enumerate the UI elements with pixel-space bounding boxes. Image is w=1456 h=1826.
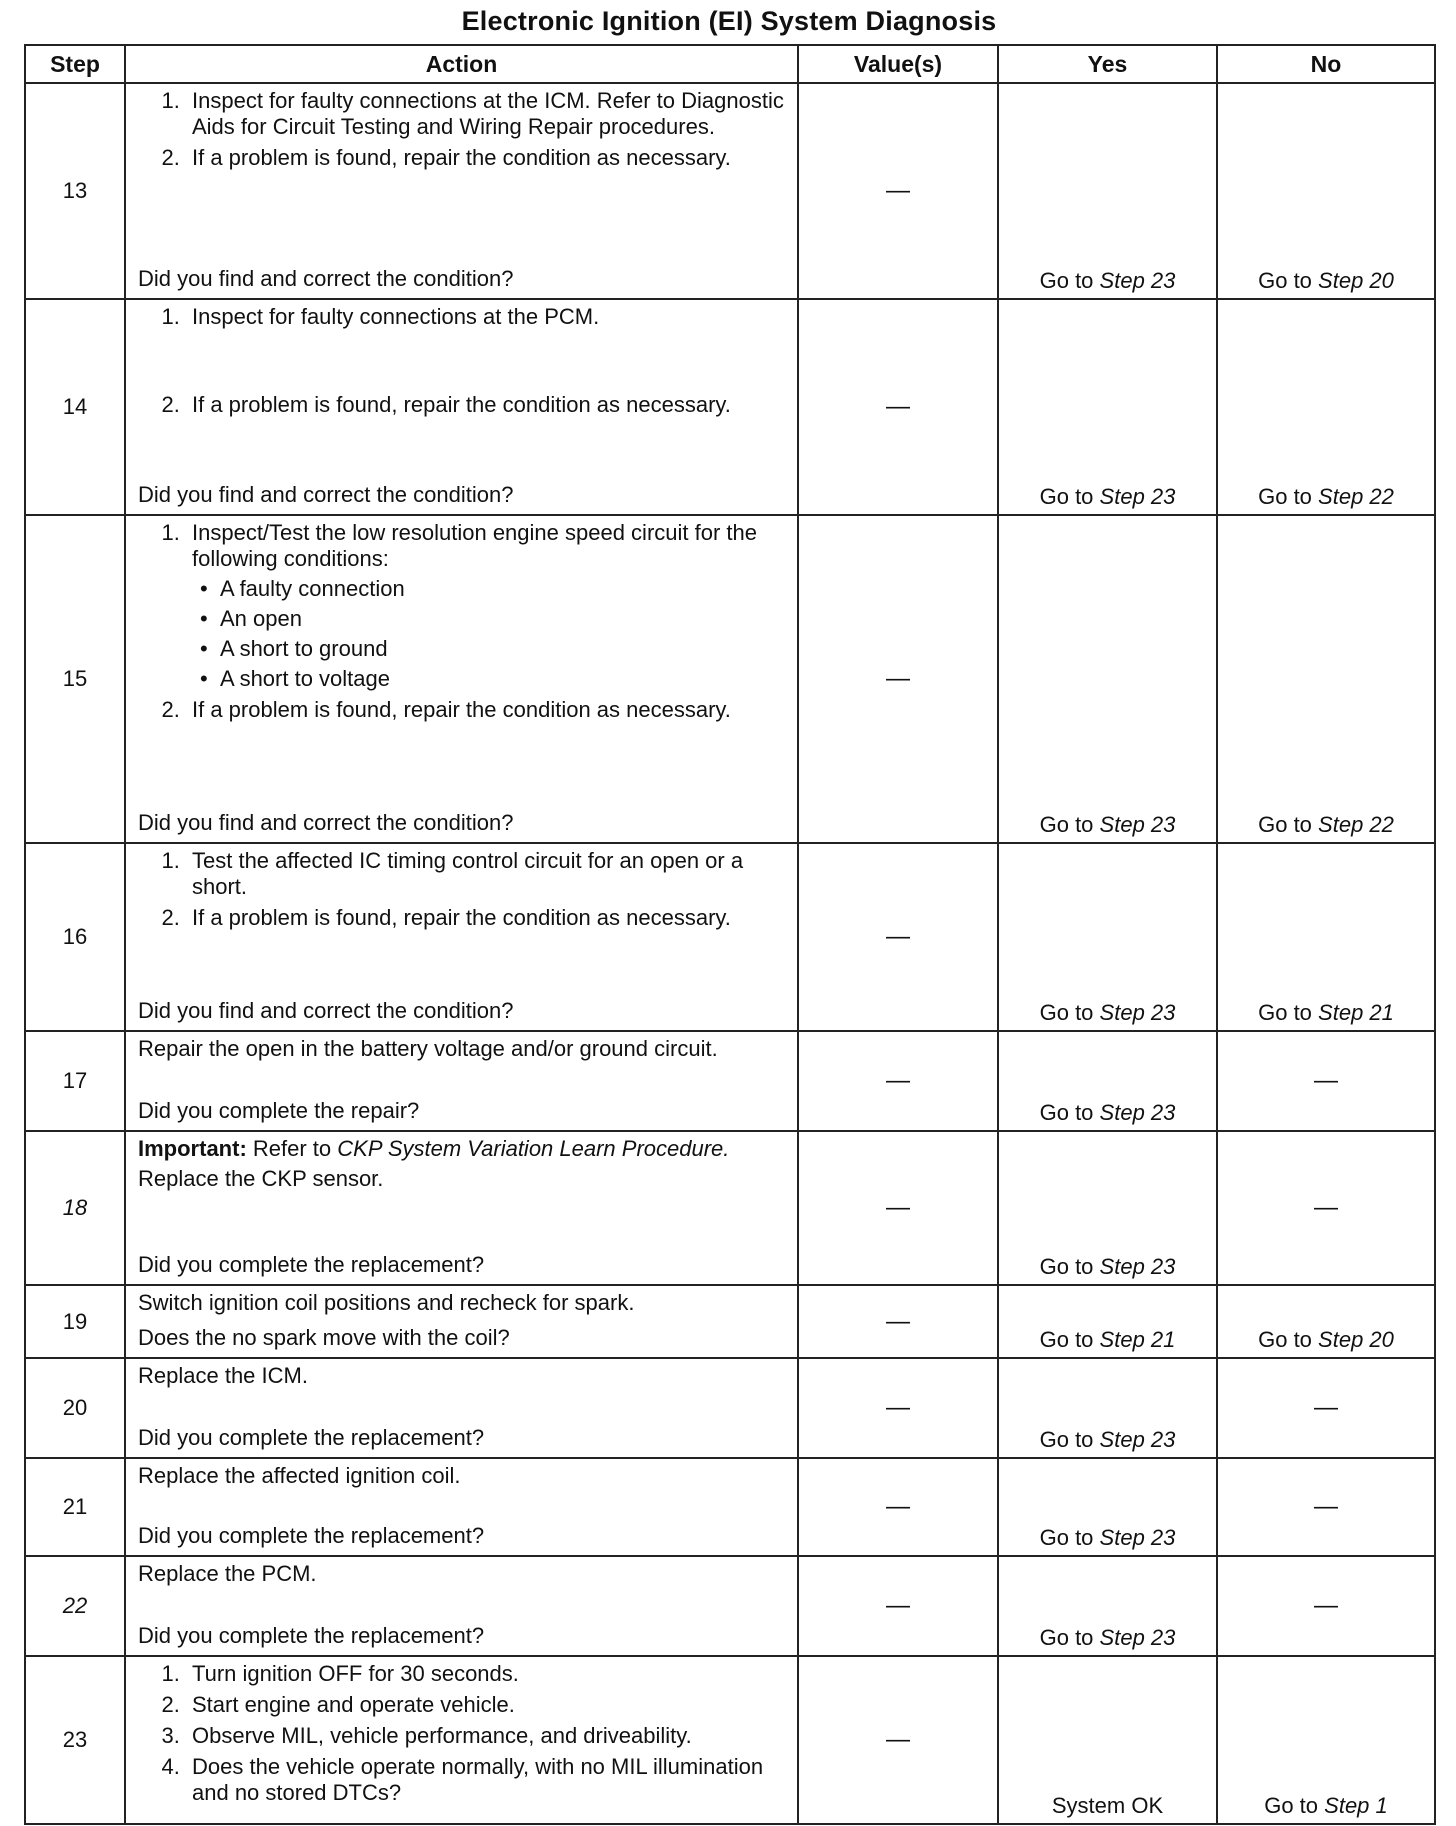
goto-prefix: Go to: [1039, 1427, 1094, 1452]
no-cell: [1217, 515, 1435, 843]
list-item: 2. If a problem is found, repair the condition as necessary.: [186, 145, 787, 171]
action-text: Replace the affected ignition coil.: [138, 1463, 461, 1488]
yes-cell: [998, 1458, 1217, 1556]
bullet-item: • A short to voltage: [220, 666, 787, 692]
header-step: Step: [25, 45, 125, 83]
no-cell: —: [1217, 1458, 1435, 1556]
step-number: 15: [25, 515, 125, 843]
action-cell: [125, 1458, 798, 1556]
action-text: Replace the ICM.: [138, 1363, 308, 1388]
action-question: Did you complete the replacement?: [138, 1523, 485, 1548]
action-question: Does the no spark move with the coil?: [138, 1325, 510, 1350]
important-note: [138, 1136, 787, 1162]
no-cell: [1217, 1285, 1435, 1358]
no-cell: —: [1217, 1358, 1435, 1458]
action-question: Did you complete the repair?: [138, 1098, 420, 1123]
value-cell: —: [798, 1458, 998, 1556]
action-cell: [125, 1031, 798, 1131]
goto-prefix: Go to: [1039, 812, 1094, 837]
action-text: Replace the CKP sensor.: [138, 1166, 384, 1191]
yes-cell: [998, 1031, 1217, 1131]
procedure-reference[interactable]: CKP System Variation Learn Procedure.: [337, 1136, 730, 1161]
goto-prefix: Go to: [1039, 268, 1094, 293]
step-number: 14: [25, 299, 125, 515]
table-row: [25, 1656, 1435, 1824]
list-item: 2. If a problem is found, repair the condition as necessary.: [186, 392, 787, 418]
list-item: 1. Inspect for faulty connections at the ICM. Refer to Diagnostic Aids for Circuit Testing and Wiring Repair procedures.: [186, 88, 787, 140]
value-cell: —: [798, 843, 998, 1031]
table-row: [25, 1358, 1435, 1458]
list-item: 2. If a problem is found, repair the condition as necessary.: [186, 905, 787, 931]
goto-prefix: Go to: [1039, 484, 1094, 509]
action-list: [138, 88, 787, 176]
table-row: [25, 515, 1435, 843]
list-item: 2. Start engine and operate vehicle.: [186, 1692, 787, 1718]
list-item: 1. Turn ignition OFF for 30 seconds.: [186, 1661, 787, 1687]
action-list: [138, 304, 787, 423]
yes-cell: [998, 515, 1217, 843]
page-title: Electronic Ignition (EI) System Diagnosis: [461, 6, 997, 36]
yes-cell: [998, 1358, 1217, 1458]
action-list: [138, 848, 787, 936]
no-cell: [1217, 299, 1435, 515]
bullet-item: • A faulty connection: [220, 576, 787, 602]
action-text: Repair the open in the battery voltage and/or ground circuit.: [138, 1036, 718, 1061]
yes-cell: [998, 83, 1217, 299]
goto-step-link[interactable]: Step 1: [1324, 1793, 1388, 1818]
goto-step-link[interactable]: Step 22: [1318, 812, 1394, 837]
table-row: [25, 1031, 1435, 1131]
value-cell: —: [798, 1556, 998, 1656]
goto-step-link[interactable]: Step 20: [1318, 268, 1394, 293]
goto-prefix: Go to: [1039, 1625, 1094, 1650]
action-cell: [125, 83, 798, 299]
goto-step-link[interactable]: Step 22: [1318, 484, 1394, 509]
goto-step-link[interactable]: Step 23: [1099, 812, 1176, 837]
step-number: 17: [25, 1031, 125, 1131]
header-values: Value(s): [798, 45, 998, 83]
goto-step-link[interactable]: Step 20: [1318, 1327, 1394, 1352]
list-item: 4. Does the vehicle operate normally, with no MIL illumination and no stored DTCs?: [186, 1754, 787, 1806]
goto-step-link[interactable]: Step 23: [1099, 1525, 1176, 1550]
goto-step-link[interactable]: Step 23: [1099, 1625, 1176, 1650]
goto-step-link[interactable]: Step 21: [1318, 1000, 1394, 1025]
goto-prefix: Go to: [1258, 1000, 1312, 1025]
condition-list: [192, 576, 787, 692]
list-item-text: Inspect/Test the low resolution engine speed circuit for the following conditions:: [192, 520, 757, 571]
action-question: Did you find and correct the condition?: [138, 998, 514, 1023]
value-cell: —: [798, 1031, 998, 1131]
yes-cell: [998, 1131, 1217, 1285]
action-question: Did you complete the replacement?: [138, 1623, 485, 1648]
no-cell: [1217, 83, 1435, 299]
step-number: 18: [25, 1131, 125, 1285]
goto-step-link[interactable]: Step 23: [1099, 1000, 1176, 1025]
step-number: 19: [25, 1285, 125, 1358]
goto-step-link[interactable]: Step 23: [1099, 268, 1176, 293]
bullet-item: • A short to ground: [220, 636, 787, 662]
value-cell: —: [798, 515, 998, 843]
value-cell: —: [798, 299, 998, 515]
header-yes: Yes: [998, 45, 1217, 83]
action-text: Replace the PCM.: [138, 1561, 317, 1586]
goto-prefix: Go to: [1258, 484, 1312, 509]
action-cell: [125, 1656, 798, 1824]
yes-cell: [998, 1556, 1217, 1656]
action-question: Did you find and correct the condition?: [138, 266, 514, 291]
action-cell: [125, 515, 798, 843]
goto-prefix: Go to: [1039, 1327, 1094, 1352]
goto-prefix: Go to: [1039, 1100, 1094, 1125]
step-number: 13: [25, 83, 125, 299]
value-cell: —: [798, 1656, 998, 1824]
goto-step-link[interactable]: Step 23: [1099, 484, 1176, 509]
step-number: 21: [25, 1458, 125, 1556]
value-cell: —: [798, 1131, 998, 1285]
no-cell: —: [1217, 1031, 1435, 1131]
no-cell: —: [1217, 1131, 1435, 1285]
no-cell: —: [1217, 1556, 1435, 1656]
table-row: [25, 1556, 1435, 1656]
important-prefix: Refer to: [252, 1136, 332, 1161]
yes-cell: [998, 299, 1217, 515]
action-cell: [125, 1285, 798, 1358]
list-item: 1. Inspect for faulty connections at the PCM.: [186, 304, 787, 330]
goto-step-link[interactable]: Step 23: [1099, 1427, 1176, 1452]
header-action: Action: [125, 45, 798, 83]
goto-prefix: Go to: [1039, 1254, 1094, 1279]
action-list: [138, 1661, 787, 1806]
goto-step-link[interactable]: Step 23: [1099, 1254, 1176, 1279]
yes-cell: [998, 843, 1217, 1031]
table-row: [25, 83, 1435, 299]
list-item: 1. Test the affected IC timing control circuit for an open or a short.: [186, 848, 787, 900]
goto-prefix: Go to: [1258, 268, 1312, 293]
action-question: Did you find and correct the condition?: [138, 482, 514, 507]
goto-prefix: Go to: [1039, 1525, 1094, 1550]
diagnosis-table: [24, 44, 1436, 1825]
value-cell: —: [798, 83, 998, 299]
value-cell: —: [798, 1358, 998, 1458]
table-row: [25, 299, 1435, 515]
action-question: Did you complete the replacement?: [138, 1252, 485, 1277]
action-cell: [125, 1358, 798, 1458]
action-list: [138, 520, 787, 728]
step-number: 20: [25, 1358, 125, 1458]
important-label: Important:: [138, 1136, 247, 1161]
goto-prefix: Go to: [1258, 1327, 1312, 1352]
bullet-item: • An open: [220, 606, 787, 632]
action-cell: [125, 843, 798, 1031]
no-cell: [1217, 843, 1435, 1031]
value-cell: —: [798, 1285, 998, 1358]
goto-prefix: Go to: [1264, 1793, 1319, 1818]
table-row: [25, 1131, 1435, 1285]
table-row: [25, 1285, 1435, 1358]
action-question: Did you find and correct the condition?: [138, 810, 514, 835]
list-item: 2. If a problem is found, repair the condition as necessary.: [186, 697, 787, 723]
goto-prefix: Go to: [1039, 1000, 1094, 1025]
yes-cell: [998, 1285, 1217, 1358]
header-row: [25, 45, 1435, 83]
action-question: Did you complete the replacement?: [138, 1425, 485, 1450]
no-cell: [1217, 1656, 1435, 1824]
list-item: 3. Observe MIL, vehicle performance, and driveability.: [186, 1723, 787, 1749]
action-cell: [125, 1131, 798, 1285]
goto-prefix: Go to: [1258, 812, 1312, 837]
action-cell: [125, 1556, 798, 1656]
action-cell: [125, 299, 798, 515]
step-number: 22: [25, 1556, 125, 1656]
list-item: [186, 520, 787, 692]
yes-cell: System OK: [998, 1656, 1217, 1824]
header-no: No: [1217, 45, 1435, 83]
goto-step-link[interactable]: Step 23: [1099, 1100, 1176, 1125]
step-number: 16: [25, 843, 125, 1031]
step-number: 23: [25, 1656, 125, 1824]
table-row: [25, 1458, 1435, 1556]
action-text: Switch ignition coil positions and recheck for spark.: [138, 1290, 635, 1315]
goto-step-link[interactable]: Step 21: [1099, 1327, 1176, 1352]
table-row: [25, 843, 1435, 1031]
